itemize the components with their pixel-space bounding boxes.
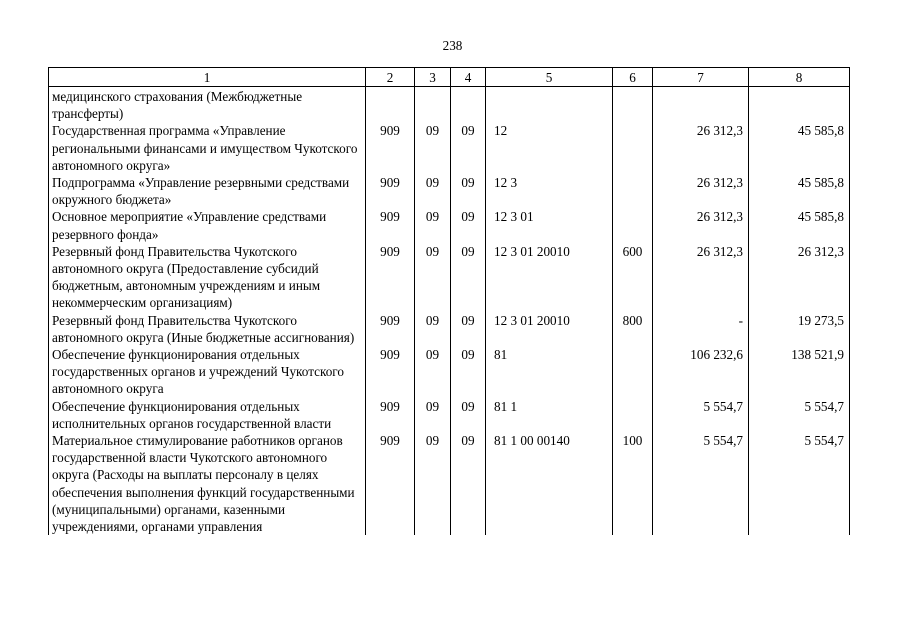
section-cell: 09 [415, 208, 451, 242]
admin-code-cell [366, 87, 415, 123]
amount-year-1-cell: 26 312,3 [653, 208, 749, 242]
amount-year-1-cell: 5 554,7 [653, 398, 749, 432]
subsection-cell [451, 87, 486, 123]
admin-code-cell: 909 [366, 122, 415, 174]
section-cell: 09 [415, 122, 451, 174]
table-row [49, 174, 850, 208]
expense-type-cell [613, 208, 653, 242]
target-article-cell: 12 [486, 122, 613, 174]
section-cell: 09 [415, 174, 451, 208]
table-row [49, 87, 850, 123]
target-article-cell: 12 3 01 20010 [486, 243, 613, 312]
expense-type-cell [613, 174, 653, 208]
amount-year-2-cell: 5 554,7 [749, 432, 850, 535]
amount-year-1-cell: 106 232,6 [653, 346, 749, 398]
admin-code-cell: 909 [366, 346, 415, 398]
table-row [49, 398, 850, 432]
header-cell: 2 [366, 68, 415, 87]
section-cell: 09 [415, 312, 451, 346]
amount-year-2-cell: 45 585,8 [749, 174, 850, 208]
header-cell: 3 [415, 68, 451, 87]
table-row [49, 432, 850, 535]
section-cell: 09 [415, 398, 451, 432]
amount-year-1-cell: 26 312,3 [653, 243, 749, 312]
amount-year-2-cell: 45 585,8 [749, 122, 850, 174]
item-name-cell: Основное мероприятие «Управление средствами резервного фонда» [49, 208, 366, 242]
header-cell: 4 [451, 68, 486, 87]
admin-code-cell: 909 [366, 243, 415, 312]
expense-type-cell [613, 122, 653, 174]
subsection-cell: 09 [451, 346, 486, 398]
header-cell: 1 [49, 68, 366, 87]
subsection-cell: 09 [451, 398, 486, 432]
admin-code-cell: 909 [366, 398, 415, 432]
expense-type-cell: 600 [613, 243, 653, 312]
target-article-cell [486, 87, 613, 123]
table-row [49, 346, 850, 398]
section-cell: 09 [415, 432, 451, 535]
page-number: 238 [442, 38, 463, 53]
subsection-cell: 09 [451, 243, 486, 312]
table-row [49, 243, 850, 312]
header-cell: 8 [749, 68, 850, 87]
item-name-cell: медицинского страхования (Межбюджетные трансферты) [49, 87, 366, 123]
admin-code-cell: 909 [366, 208, 415, 242]
subsection-cell: 09 [451, 208, 486, 242]
item-name-cell: Обеспечение функционирования отдельных государственных органов и учреждений Чукотского автономного округа [49, 346, 366, 398]
amount-year-2-cell: 5 554,7 [749, 398, 850, 432]
subsection-cell: 09 [451, 174, 486, 208]
admin-code-cell: 909 [366, 174, 415, 208]
amount-year-2-cell: 26 312,3 [749, 243, 850, 312]
target-article-cell: 81 1 00 00140 [486, 432, 613, 535]
section-cell [415, 87, 451, 123]
expense-type-cell [613, 346, 653, 398]
header-row [49, 68, 850, 87]
section-cell: 09 [415, 243, 451, 312]
target-article-cell: 12 3 01 [486, 208, 613, 242]
table-row [49, 208, 850, 242]
item-name-cell: Подпрограмма «Управление резервными средствами окружного бюджета» [49, 174, 366, 208]
amount-year-2-cell: 45 585,8 [749, 208, 850, 242]
subsection-cell: 09 [451, 432, 486, 535]
amount-year-1-cell: 5 554,7 [653, 432, 749, 535]
target-article-cell: 12 3 [486, 174, 613, 208]
amount-year-1-cell: - [653, 312, 749, 346]
target-article-cell: 12 3 01 20010 [486, 312, 613, 346]
budget-table [48, 67, 850, 535]
item-name-cell: Материальное стимулирование работников органов государственной власти Чукотского автономного округа (Расходы на выплаты персоналу в целях обеспечения выполнения функций государственными (муниципальными) органами, казенными учреждениями, органами управления [49, 432, 366, 535]
header-cell: 5 [486, 68, 613, 87]
amount-year-2-cell [749, 87, 850, 123]
item-name-cell: Государственная программа «Управление региональными финансами и имуществом Чукотского автономного округа» [49, 122, 366, 174]
expense-type-cell: 100 [613, 432, 653, 535]
expense-type-cell [613, 398, 653, 432]
item-name-cell: Резервный фонд Правительства Чукотского автономного округа (Предоставление субсидий бюджетным, автономным учреждениям и иным некоммерческим организациям) [49, 243, 366, 312]
amount-year-1-cell [653, 87, 749, 123]
amount-year-2-cell: 138 521,9 [749, 346, 850, 398]
header-cell: 6 [613, 68, 653, 87]
header-cell: 7 [653, 68, 749, 87]
expense-type-cell [613, 87, 653, 123]
expense-type-cell: 800 [613, 312, 653, 346]
amount-year-1-cell: 26 312,3 [653, 122, 749, 174]
target-article-cell: 81 1 [486, 398, 613, 432]
item-name-cell: Обеспечение функционирования отдельных исполнительных органов государственной власти [49, 398, 366, 432]
table-row [49, 122, 850, 174]
subsection-cell: 09 [451, 312, 486, 346]
admin-code-cell: 909 [366, 432, 415, 535]
target-article-cell: 81 [486, 346, 613, 398]
subsection-cell: 09 [451, 122, 486, 174]
section-cell: 09 [415, 346, 451, 398]
table-row [49, 312, 850, 346]
item-name-cell: Резервный фонд Правительства Чукотского автономного округа (Иные бюджетные ассигнования) [49, 312, 366, 346]
admin-code-cell: 909 [366, 312, 415, 346]
amount-year-2-cell: 19 273,5 [749, 312, 850, 346]
amount-year-1-cell: 26 312,3 [653, 174, 749, 208]
